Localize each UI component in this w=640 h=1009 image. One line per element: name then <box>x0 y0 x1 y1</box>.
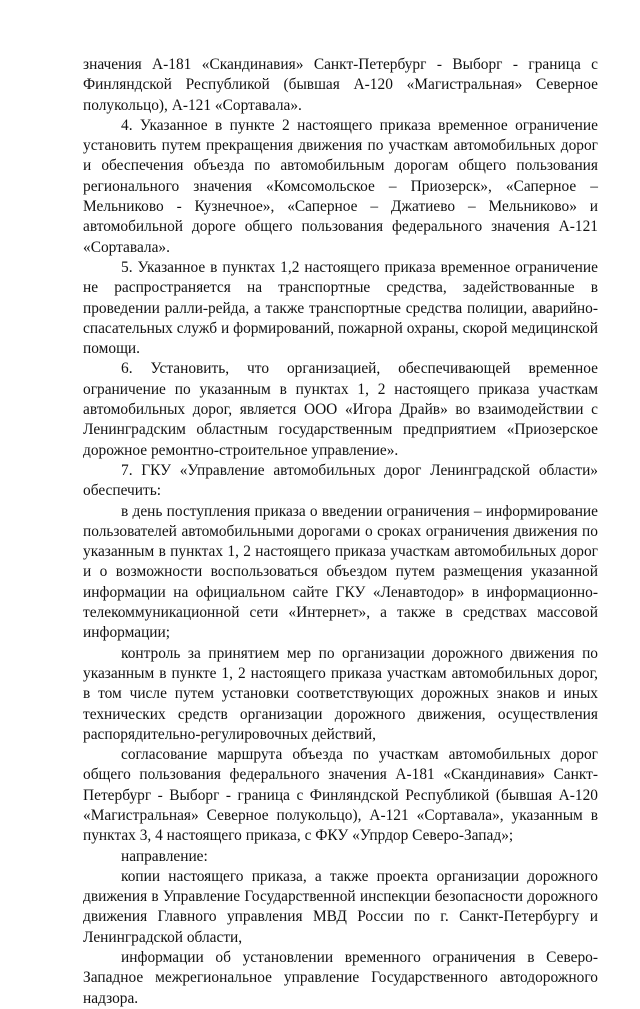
paragraph-item-7-approval: согласование маршрута объезда по участкам автомобильных дорог общего пользования федерального значения А-181 «Скандинавия» Санкт-Петербург - Выборг - граница с Финляндской Республикой (бывшая А-120 «Магистральная» Северное полукольцо), А-121 «Сортавала», указанным в пунктах 3, 4 настоящего приказа, с ФКУ «Упрдор Северо-Запад»; <box>83 746 598 845</box>
paragraph-item-7-informing: в день поступления приказа о введении ограничения – информирование пользователей автомобильными дорогами о сроках ограничения движения по указанным в пунктах 1, 2 настоящего приказа участкам автомобильных дорог и о возможности воспользоваться объездом путем размещения указанной информации на официальном сайте ГКУ «Ленавтодор» в информационно-телекоммуникационной сети «Интернет», а также в средствах массовой информации; <box>83 502 598 642</box>
paragraph-item-4: 4. Указанное в пункте 2 настоящего приказа временное ограничение установить путем прекращения движения по участкам автомобильных дорог и обеспечения объезда по автомобильным дорогам общего пользования регионального значения «Комсомольское – Приозерск», «Саперное – Мельниково - Кузнечное», «Саперное – Джатиево – Мельниково» и автомобильной дороге общего пользования федерального значения А-121 «Сортавала». <box>83 116 598 256</box>
paragraph-item-6: 6. Установить, что организацией, обеспечивающей временное ограничение по указанным в пунктах 1, 2 настоящего приказа участкам автомобильных дорог, является ООО «Игора Драйв» во взаимодействии с Ленинградским областным государственным предприятием «Приозерское дорожное ремонтно-строительное управление». <box>83 360 598 459</box>
paragraph-item-7-copies: копии настоящего приказа, а также проекта организации дорожного движения в Управление Государственной инспекции безопасности дорожного движения Главного управления МВД России по г. Санкт-Петербургу и Ленинградской области, <box>83 867 598 946</box>
paragraph-continuation: значения А-181 «Скандинавия» Санкт-Петербург - Выборг - граница с Финляндской Республикой (бывшая А-120 «Магистральная» Северное полукольцо), А-121 «Сортавала». <box>83 56 598 114</box>
paragraph-item-7-direction-heading: направление: <box>121 847 208 865</box>
paragraph-item-7-information: информации об установлении временного ограничения в Северо-Западное межрегиональное управление Государственного автодорожного надзора. <box>83 949 598 1007</box>
paragraph-item-5: 5. Указанное в пунктах 1,2 настоящего приказа временное ограничение не распространяется на транспортные средства, задействованные в проведении ралли-рейда, а также транспортные средства полиции, аварийно-спасательных служб и формирований, пожарной охраны, скорой медицинской помощи. <box>83 258 598 358</box>
document-page <box>83 55 598 1009</box>
paragraph-item-7: 7. ГКУ «Управление автомобильных дорог Ленинградской области» обеспечить: <box>83 461 598 500</box>
paragraph-item-7-control: контроль за принятием мер по организации дорожного движения по указанным в пункте 1, 2 настоящего приказа участкам автомобильных дорог, в том числе путем установки соответствующих дорожных знаков и иных технических средств организации дорожного движения, осуществления распорядительно-регулировочных действий, <box>83 644 598 743</box>
